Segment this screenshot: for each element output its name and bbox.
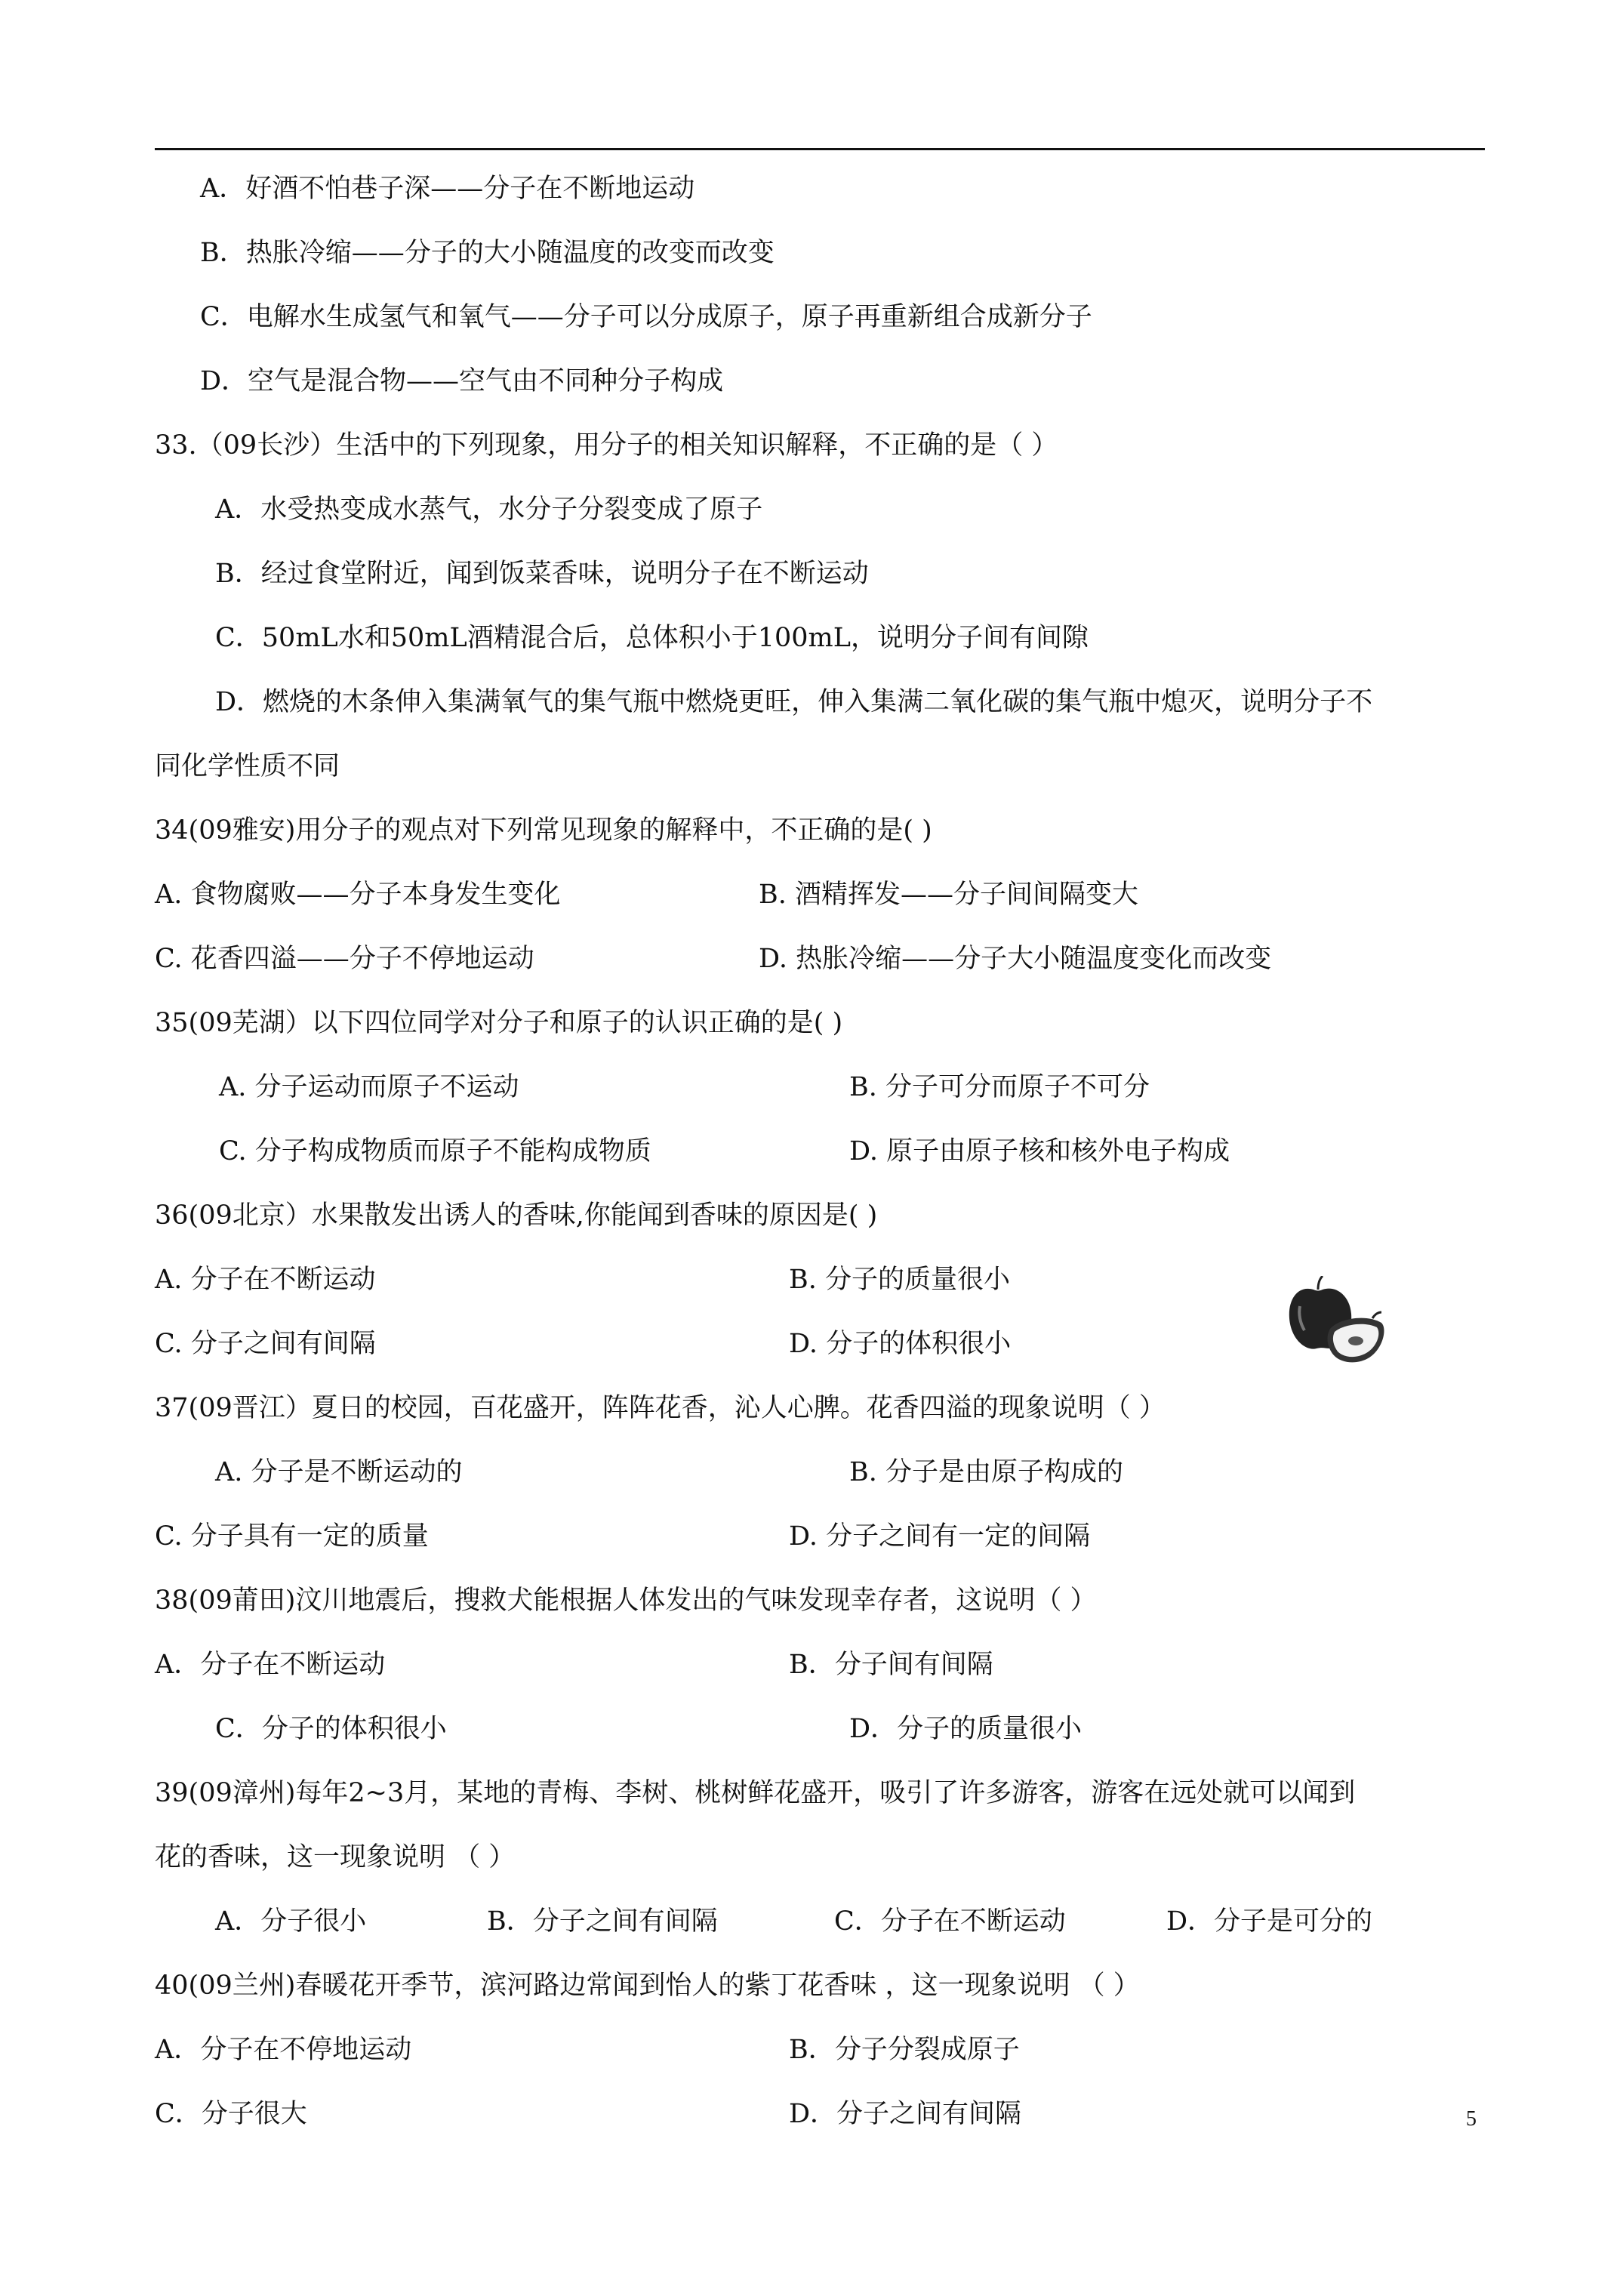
q33-option-a: A．水受热变成水蒸气，水分子分裂变成了原子: [215, 495, 763, 525]
q36-option-a: A. 分子在不断运动: [155, 1265, 376, 1295]
q33-option-d: D．燃烧的木条伸入集满氧气的集气瓶中燃烧更旺，伸入集满二氧化碳的集气瓶中熄灭，说明分子不: [215, 687, 1373, 717]
q40-option-c: C．分子很大: [155, 2099, 307, 2129]
q32-option-b: B．热胀冷缩——分子的大小随温度的改变而改变: [200, 238, 775, 268]
q40-option-a: A．分子在不停地运动: [155, 2035, 412, 2065]
q39-option-c: C．分子在不断运动: [834, 1906, 1066, 1937]
q33-option-b: B．经过食堂附近，闻到饭菜香味，说明分子在不断运动: [215, 559, 869, 589]
q34-option-d: D. 热胀冷缩——分子大小随温度变化而改变: [759, 944, 1272, 974]
q38-option-c: C．分子的体积很小: [215, 1714, 447, 1744]
q36-option-c: C. 分子之间有间隔: [155, 1329, 376, 1359]
page-number: 5: [1466, 2107, 1477, 2131]
q33-stem: 33.（09长沙）生活中的下列现象，用分子的相关知识解释，不正确的是（ ）: [155, 430, 1058, 461]
q33-option-c: C．50mL水和50mL酒精混合后，总体积小于100mL，说明分子间有间隙: [215, 623, 1089, 653]
q34-stem: 34(09雅安)用分子的观点对下列常见现象的解释中，不正确的是( ): [155, 815, 932, 846]
q36-stem: 36(09北京）水果散发出诱人的香味,你能闻到香味的原因是( ): [155, 1200, 878, 1231]
q37-stem: 37(09晋江）夏日的校园，百花盛开，阵阵花香，沁人心脾。花香四溢的现象说明（ ）: [155, 1393, 1166, 1423]
q39-option-a: A．分子很小: [215, 1906, 367, 1937]
q38-option-b: B．分子间有间隔: [789, 1650, 993, 1680]
q37-option-b: B. 分子是由原子构成的: [849, 1457, 1123, 1487]
q32-option-c: C．电解水生成氢气和氧气——分子可以分成原子，原子再重新组合成新分子: [200, 302, 1092, 332]
q35-option-b: B. 分子可分而原子不可分: [849, 1072, 1150, 1102]
q39-stem: 39(09漳州)每年2~3月，某地的青梅、李树、桃树鲜花盛开，吸引了许多游客，游客在远处就可以闻到: [155, 1778, 1356, 1808]
q32-option-a: A．好酒不怕巷子深——分子在不断地运动: [200, 174, 695, 204]
q36-option-d: D. 分子的体积很小: [789, 1329, 1012, 1359]
q40-option-d: D．分子之间有间隔: [789, 2099, 1022, 2129]
q37-option-c: C. 分子具有一定的质量: [155, 1521, 429, 1552]
q37-option-a: A. 分子是不断运动的: [215, 1457, 463, 1487]
q39-option-b: B．分子之间有间隔: [487, 1906, 718, 1937]
q34-option-c: C. 花香四溢——分子不停地运动: [155, 944, 534, 974]
q38-stem: 38(09莆田)汶川地震后，搜救犬能根据人体发出的气味发现幸存者，这说明（ ）: [155, 1586, 1097, 1616]
header-rule: [155, 148, 1485, 150]
q36-option-b: B. 分子的质量很小: [789, 1265, 1010, 1295]
q39-option-d: D．分子是可分的: [1166, 1906, 1373, 1937]
q34-option-b: B. 酒精挥发——分子间间隔变大: [759, 880, 1138, 910]
q38-option-d: D．分子的质量很小: [849, 1714, 1083, 1744]
q35-option-d: D. 原子由原子核和核外电子构成: [849, 1136, 1230, 1166]
apple-icon: [1283, 1276, 1389, 1367]
q33-option-d-cont: 同化学性质不同: [155, 751, 340, 781]
q35-stem: 35(09芜湖）以下四位同学对分子和原子的认识正确的是( ): [155, 1008, 843, 1038]
q35-option-a: A. 分子运动而原子不运动: [219, 1072, 519, 1102]
q38-option-a: A．分子在不断运动: [155, 1650, 386, 1680]
q40-stem: 40(09兰州)春暖花开季节，滨河路边常闻到怡人的紫丁花香味 ，这一现象说明 （ ）: [155, 1971, 1140, 2001]
q39-stem-cont: 花的香味，这一现象说明 （ ）: [155, 1842, 516, 1872]
q37-option-d: D. 分子之间有一定的间隔: [789, 1521, 1091, 1552]
q34-option-a: A. 食物腐败——分子本身发生变化: [155, 880, 561, 910]
q35-option-c: C. 分子构成物质而原子不能构成物质: [219, 1136, 651, 1166]
q32-option-d: D．空气是混合物——空气由不同种分子构成: [200, 366, 724, 396]
q40-option-b: B．分子分裂成原子: [789, 2035, 1020, 2065]
